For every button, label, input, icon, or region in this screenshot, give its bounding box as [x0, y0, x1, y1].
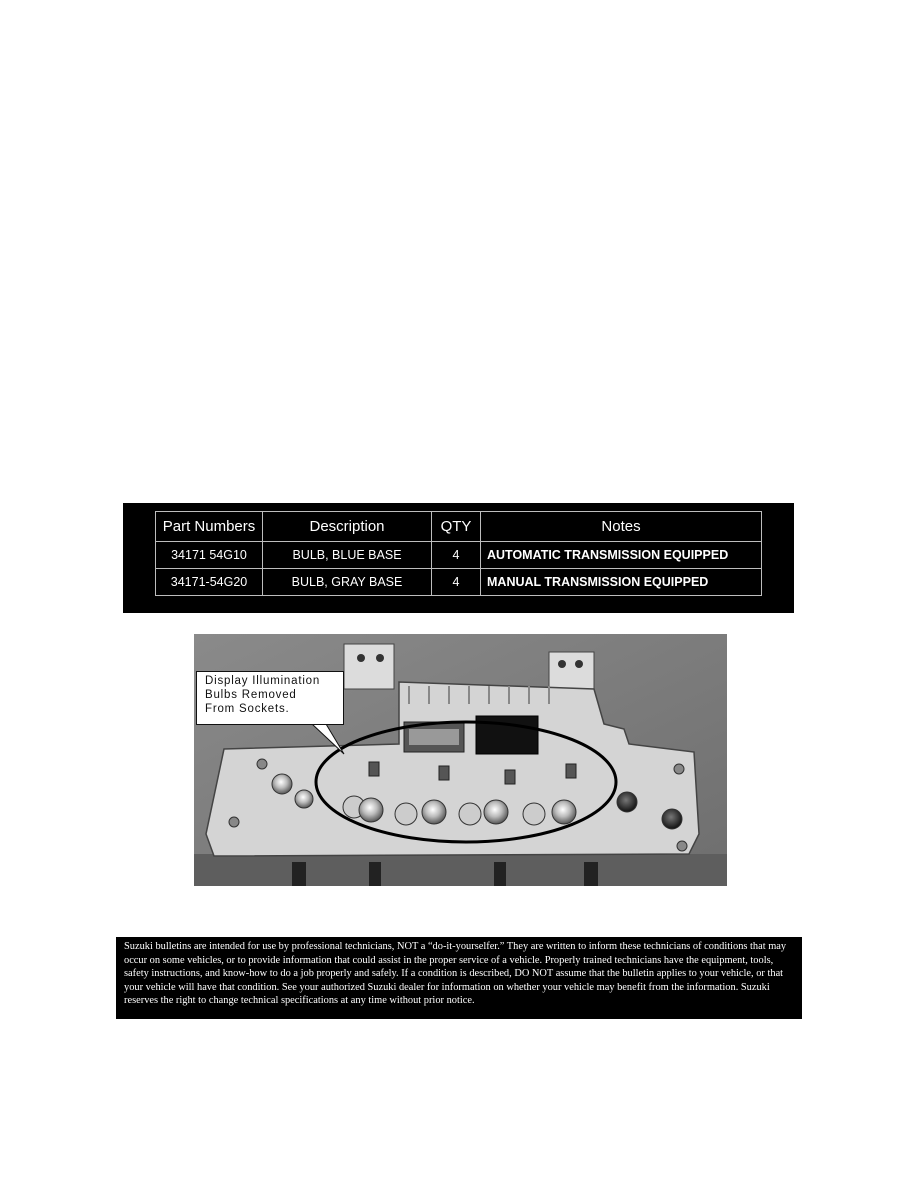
parts-table — [155, 511, 762, 596]
disclaimer-box — [116, 937, 802, 1019]
callout-line: From Sockets. — [205, 703, 290, 715]
callout-line: Display Illumination — [205, 675, 321, 687]
table-header-row — [156, 512, 762, 542]
parts-table-panel — [123, 503, 794, 613]
column-header-qty: QTY — [432, 512, 481, 542]
table-row — [156, 542, 762, 569]
notes-cell: AUTOMATIC TRANSMISSION EQUIPPED — [481, 542, 762, 569]
description-cell: BULB, BLUE BASE — [263, 542, 432, 569]
disclaimer-text: Suzuki bulletins are intended for use by professional technicians, NOT a “do-it-yourselfer.” They are written to inform these technicians of conditions that may occur on some vehicles, or to provide information that could assist in the proper service of a vehicle. Properly trained technicians have the equipment, tools, safety instructions, and know-how to do a job properly and safely. If a condition is described, DO NOT assume that the bulletin applies to your vehicle, or that your vehicle will have that condition. See your authorized Suzuki dealer for information on whether your vehicle may benefit from the information. Suzuki reserves the right to change technical specifications at any time without prior notice. — [124, 941, 787, 1007]
column-header-description: Description — [263, 512, 432, 542]
qty-cell: 4 — [432, 542, 481, 569]
column-header-part-numbers: Part Numbers — [156, 512, 263, 542]
description-cell: BULB, GRAY BASE — [263, 569, 432, 596]
part-number-cell: 34171-54G20 — [156, 569, 263, 596]
photo-callout — [196, 671, 344, 725]
notes-cell: MANUAL TRANSMISSION EQUIPPED — [481, 569, 762, 596]
part-number-cell: 34171 54G10 — [156, 542, 263, 569]
callout-line: Bulbs Removed — [205, 689, 297, 701]
column-header-notes: Notes — [481, 512, 762, 542]
qty-cell: 4 — [432, 569, 481, 596]
table-row — [156, 569, 762, 596]
